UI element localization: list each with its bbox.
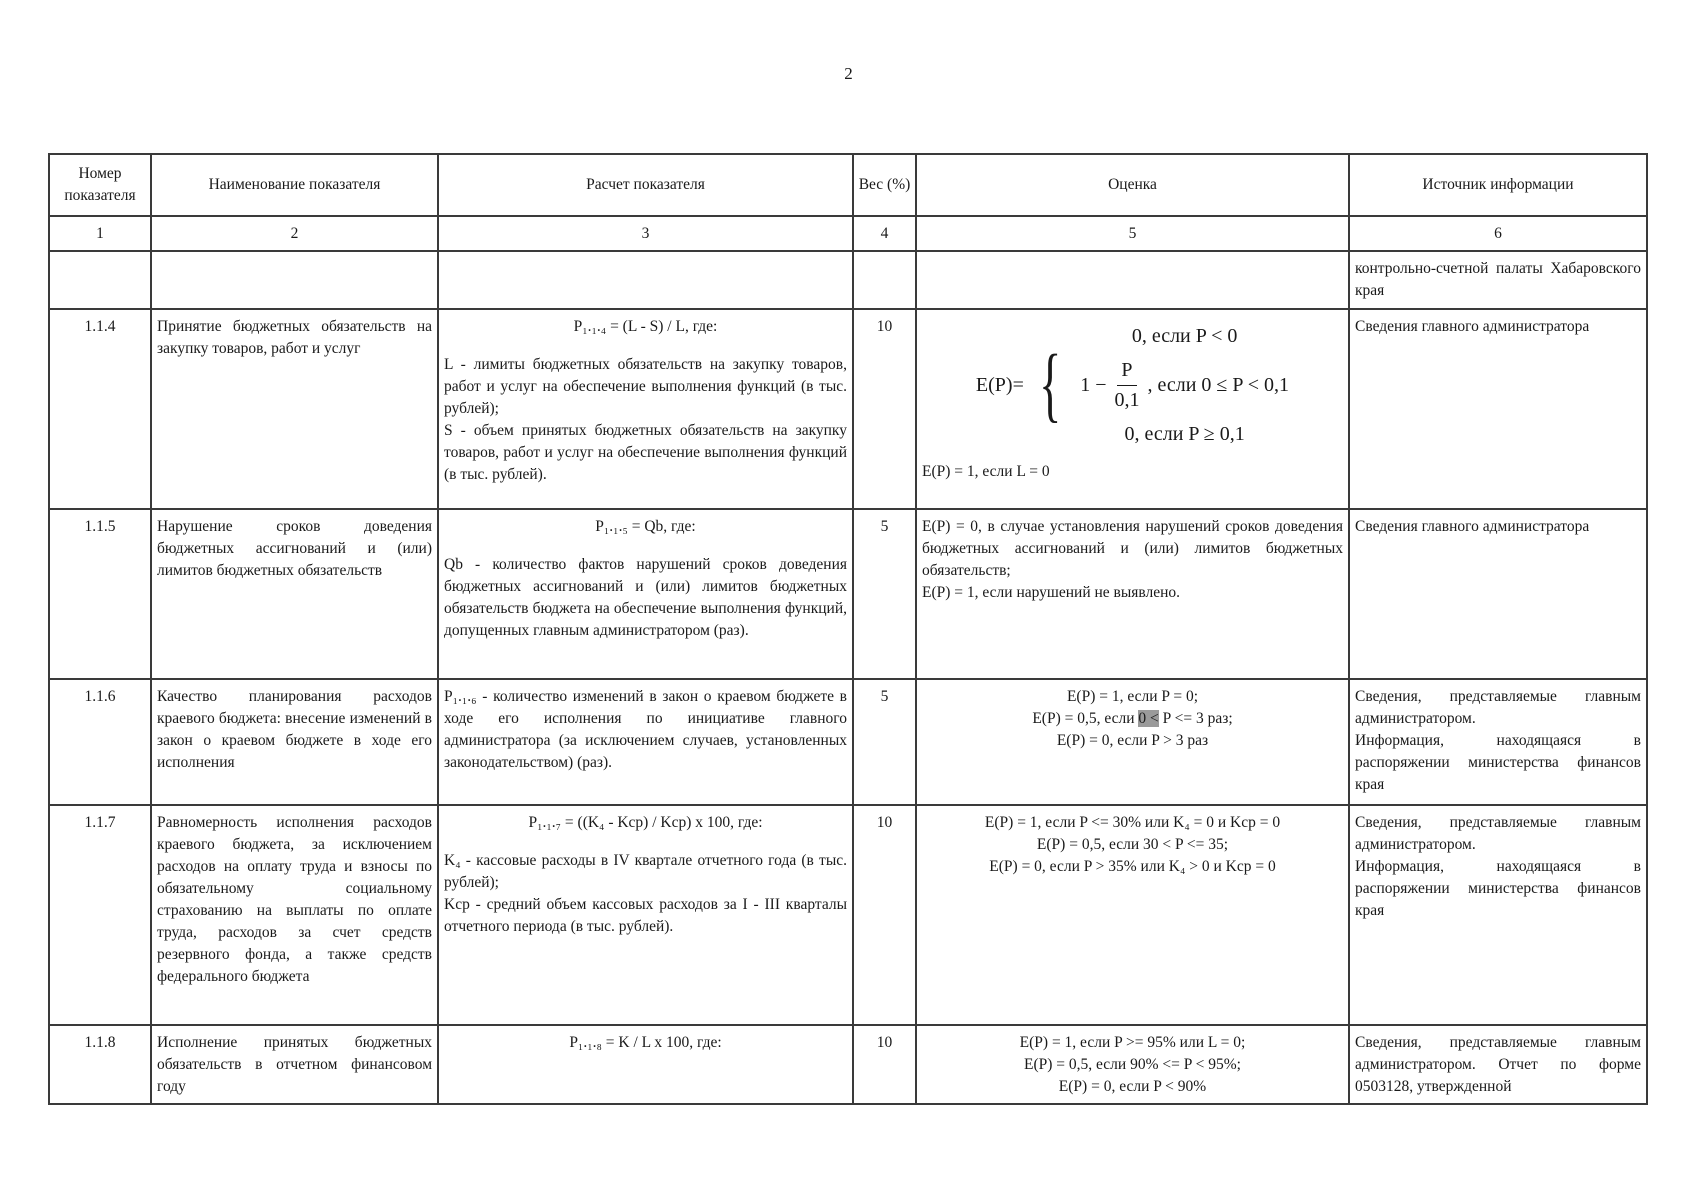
source-cell: Сведения главного администратора — [1349, 509, 1647, 679]
column-number: 5 — [916, 216, 1349, 251]
indicator-number: 1.1.8 — [49, 1025, 151, 1104]
table-row-continuation — [49, 251, 1647, 309]
table-header-row — [49, 154, 1647, 216]
column-number-row — [49, 216, 1647, 251]
estimate-cell — [916, 679, 1349, 805]
piecewise-formula — [922, 322, 1343, 449]
source-cell: Сведения главного администратора — [1349, 309, 1647, 509]
estimate-line: E(P) = 1, если нарушений не выявлено. — [922, 584, 1181, 601]
calc-formula: P₁.₁.₅ = Qb, где: — [595, 518, 696, 535]
header-name: Наименование показателя — [151, 154, 438, 216]
table-row — [49, 309, 1647, 509]
column-number: 4 — [853, 216, 916, 251]
indicator-number: 1.1.6 — [49, 679, 151, 805]
source-cell: Сведения, представляемые главным администратором. Информация, находящаяся в распоряжении министерства финансов края — [1349, 805, 1647, 1025]
indicators-table — [48, 153, 1648, 1105]
indicator-name: Равномерность исполнения расходов краевого бюджета, за исключением расходов на оплату труда и взносы по обязательному социальному страхованию на выплаты по оплате труда, расходов за счет средств резервного фонда, а также средств федерального бюджета — [151, 805, 438, 1025]
weight-cell: 5 — [853, 509, 916, 679]
weight-cell: 10 — [853, 1025, 916, 1104]
weight-cell: 10 — [853, 805, 916, 1025]
calc-line: S - объем принятых бюджетных обязательств на закупку товаров, работ и услуг на обеспечение выполнения функций (в тыс. рублей). — [444, 422, 847, 483]
highlighted-text: 0 < — [1138, 710, 1159, 727]
indicator-name: Качество планирования расходов краевого бюджета: внесение изменений в закон о краевом бюджете в ходе его исполнения — [151, 679, 438, 805]
estimate-line: E(P) = 1, если P <= 30% или K₄ = 0 и Kср = 0 — [984, 814, 1281, 831]
estimate-line: E(P) = 0, в случае установления нарушений сроков доведения бюджетных ассигнований и (или) лимитов бюджетных обязательств; — [922, 518, 1343, 579]
source-cell: Сведения, представляемые главным администратором. Отчет по форме 0503128, утвержденной — [1349, 1025, 1647, 1104]
indicator-name: Принятие бюджетных обязательств на закупку товаров, работ и услуг — [151, 309, 438, 509]
source-cell: Сведения, представляемые главным администратором. Информация, находящаяся в распоряжении министерства финансов края — [1349, 679, 1647, 805]
indicator-name: Исполнение принятых бюджетных обязательств в отчетном финансовом году — [151, 1025, 438, 1104]
estimate-cell — [916, 1025, 1349, 1104]
page-number: 2 — [844, 64, 853, 83]
indicator-name: Нарушение сроков доведения бюджетных ассигнований и (или) лимитов бюджетных обязательств — [151, 509, 438, 679]
estimate-cell — [916, 805, 1349, 1025]
calc-cell — [438, 309, 853, 509]
estimate-cell — [916, 309, 1349, 509]
estimate-line: E(P) = 1, если P = 0; — [1066, 688, 1199, 705]
table-row — [49, 509, 1647, 679]
calc-formula: P₁.₁.₈ = K / L x 100, где: — [569, 1034, 722, 1051]
calc-cell — [438, 509, 853, 679]
indicator-number: 1.1.4 — [49, 309, 151, 509]
header-estimate: Оценка — [916, 154, 1349, 216]
calc-formula: P₁.₁.₇ = ((K₄ - Kср) / Kср) x 100, где: — [528, 814, 763, 831]
weight-cell: 5 — [853, 679, 916, 805]
calc-cell — [438, 679, 853, 805]
estimate-line: E(P) = 0,5, если 30 < P <= 35; — [1036, 836, 1229, 853]
calc-line: Qb - количество фактов нарушений сроков доведения бюджетных ассигнований и (или) лимитов бюджетных обязательств бюджета на обеспечение выполнения функций, допущенных главным администратором (раз). — [444, 556, 847, 639]
estimate-line: E(P) = 0,5, если 90% <= P < 95%; — [1024, 1056, 1241, 1073]
estimate-line: E(P) = 0,5, если 0 < P <= 3 раз; — [1032, 710, 1233, 727]
table-row — [49, 805, 1647, 1025]
calc-formula: P₁.₁.₄ = (L - S) / L, где: — [573, 318, 718, 335]
column-number: 2 — [151, 216, 438, 251]
calc-line: Kср - средний объем кассовых расходов за I - III кварталы отчетного периода (в тыс. рублей). — [444, 896, 847, 935]
estimate-line: E(P) = 1, если P >= 95% или L = 0; — [1019, 1034, 1246, 1051]
formula-case: 0, если P ≥ 0,1 — [1124, 423, 1245, 446]
formula-lhs: E(P)= — [975, 374, 1024, 397]
header-source: Источник информации — [1349, 154, 1647, 216]
estimate-line: E(P) = 0, если P > 35% или K₄ > 0 и Kср = 0 — [989, 858, 1276, 875]
table-row — [49, 1025, 1647, 1104]
weight-cell: 10 — [853, 309, 916, 509]
table-row — [49, 679, 1647, 805]
header-weight: Вес (%) — [853, 154, 916, 216]
estimate-note: E(P) = 1, если L = 0 — [922, 462, 1050, 480]
column-number: 3 — [438, 216, 853, 251]
calc-line: P₁.₁.₆ - количество изменений в закон о краевом бюджете в ходе его исполнения по инициативе главного администратора (за исключением случаев, установленных законодательством) (раз). — [444, 688, 847, 771]
calc-line: K₄ - кассовые расходы в IV квартале отчетного года (в тыс. рублей); — [444, 852, 847, 891]
formula-case: 1 − $\frac{P}{0,1}$ , если 0 ≤ P < 0,1 — [1080, 356, 1289, 414]
estimate-cell — [916, 509, 1349, 679]
estimate-line: E(P) = 0, если P < 90% — [1058, 1078, 1207, 1095]
column-number: 1 — [49, 216, 151, 251]
calc-line: L - лимиты бюджетных обязательств на закупку товаров, работ и услуг на обеспечение выполнения функций (в тыс. рублей); — [444, 356, 847, 417]
estimate-line: E(P) = 0, если P > 3 раз — [1056, 732, 1209, 749]
header-calc: Расчет показателя — [438, 154, 853, 216]
source-cell: контрольно-счетной палаты Хабаровского края — [1349, 251, 1647, 309]
header-number: Номер показателя — [49, 154, 151, 216]
fraction: $\frac{P}{0,1}$ — [1110, 356, 1143, 414]
calc-cell — [438, 805, 853, 1025]
formula-case: 0, если P < 0 — [1131, 325, 1238, 347]
brace-symbol: { — [1038, 338, 1062, 432]
indicator-number: 1.1.7 — [49, 805, 151, 1025]
indicator-number: 1.1.5 — [49, 509, 151, 679]
calc-cell — [438, 1025, 853, 1104]
column-number: 6 — [1349, 216, 1647, 251]
